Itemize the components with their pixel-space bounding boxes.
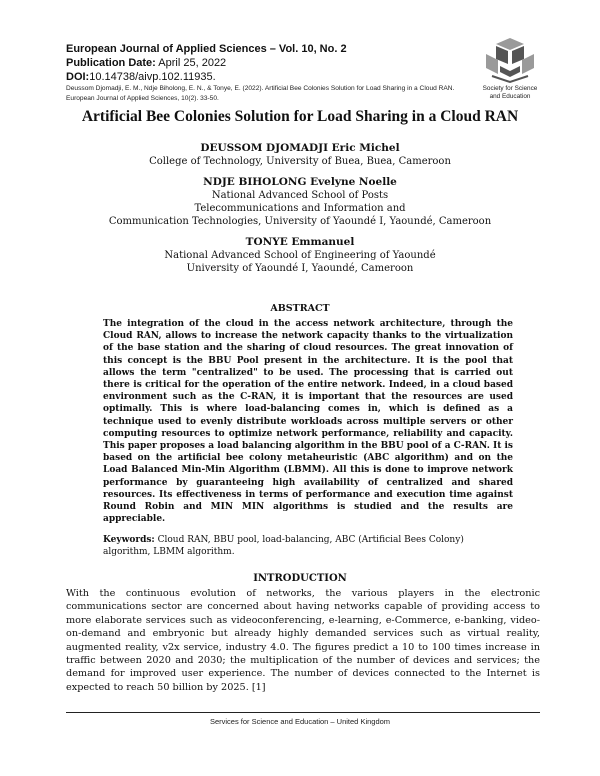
footer-divider xyxy=(66,712,540,713)
author-block xyxy=(0,236,600,275)
keywords-label: Keywords: xyxy=(103,535,155,545)
author-affiliation: Telecommunications and Information and xyxy=(194,203,406,214)
journal-title: European Journal of Applied Sciences – Vol. 10, No. 2 xyxy=(66,43,347,55)
introduction-text: With the continuous evolution of networks, the various players in the electronic communications sector are concerned about having networks capable of providing access to more elaborate services such as videoconferencing, e-learning, e-Commerce, e-banking, video-on-demand and embryonic but already highly demanded services such as virtual reality, augmented reality, v2x service, industry 4.0. The figures predict a 10 to 100 times increase in traffic between 2020 and 2030; the multiplication of the number of devices and services; the demand for improved user experience. The number of devices connected to the Internet is expected to reach 50 billion by 2025. [1] xyxy=(66,588,540,693)
citation-line-2: European Journal of Applied Sciences, 10(2). 33-50. xyxy=(66,94,219,102)
paper-title: Artificial Bee Colonies Solution for Load Sharing in a Cloud RAN xyxy=(81,108,519,125)
author-name: NDJE BIHOLONG Evelyne Noelle xyxy=(203,176,397,188)
citation-line-1: Deussom Djomadji, E. M., Ndje Biholong, E. N., & Tonye, E. (2022). Artificial Bee Colonies Solution for Load Sharing in a Cloud RAN. xyxy=(66,85,455,92)
keywords-text: Cloud RAN, BBU pool, load-balancing, ABC (Artificial Bees Colony) algorithm, LBMM algorithm. xyxy=(103,535,464,557)
society-logo xyxy=(478,34,542,106)
keywords xyxy=(103,534,513,558)
author-affiliation: National Advanced School of Engineering of Yaoundé xyxy=(164,250,436,261)
author-list xyxy=(0,142,600,283)
logo-text: Society for Science and Education xyxy=(482,85,538,100)
author-affiliation: Communication Technologies, University of Yaoundé I, Yaoundé, Cameroon xyxy=(108,216,492,227)
author-affiliation: University of Yaoundé I, Yaoundé, Cameroon xyxy=(186,263,414,274)
abstract-text: The integration of the cloud in the access network architecture, through the Cloud RAN, allows to increase the network capacity thanks to the virtualization of the base station and the sharing of cloud resources. The great innovation of this concept is the BBU Pool present in the architecture. It is the pool that allows the term "centralized" to be used. The processing that is carried out there is critical for the operation of the entire network. Indeed, in a cloud based environment such as the C-RAN, it is important that the resources are used optimally. This is where load-balancing comes in, which is defined as a technique used to evenly distribute workloads across multiple servers or other computing resources to optimize network performance, reliability and capacity. This paper proposes a load balancing algorithm in the BBU pool of a C-RAN. It is based on the artificial bee colony metaheuristic (ABC algorithm) and on the Load Balanced Min-Min Algorithm (LBMM). All this is done to improve network performance by guaranteeing high availability of centralized and shared resources. Its effectiveness in terms of performance and execution time against Round Robin and MIN MIN algorithms is studied and the results are appreciable. xyxy=(103,319,513,525)
abstract-heading: ABSTRACT xyxy=(270,303,330,314)
author-block xyxy=(0,176,600,228)
author-block xyxy=(0,142,600,168)
author-name: TONYE Emmanuel xyxy=(245,236,355,248)
page-footer: Services for Science and Education – United Kingdom xyxy=(209,717,391,726)
doi: DOI:10.14738/aivp.102.11935. xyxy=(66,71,216,83)
author-affiliation: College of Technology, University of Buea, Buea, Cameroon xyxy=(149,156,451,167)
journal-header xyxy=(66,42,466,103)
introduction-heading: INTRODUCTION xyxy=(253,573,347,584)
publication-date: Publication Date: April 25, 2022 xyxy=(66,57,227,69)
sse-logo-icon xyxy=(478,34,542,84)
author-name: DEUSSOM DJOMADJI Eric Michel xyxy=(200,142,400,154)
author-affiliation: National Advanced School of Posts xyxy=(211,190,389,201)
